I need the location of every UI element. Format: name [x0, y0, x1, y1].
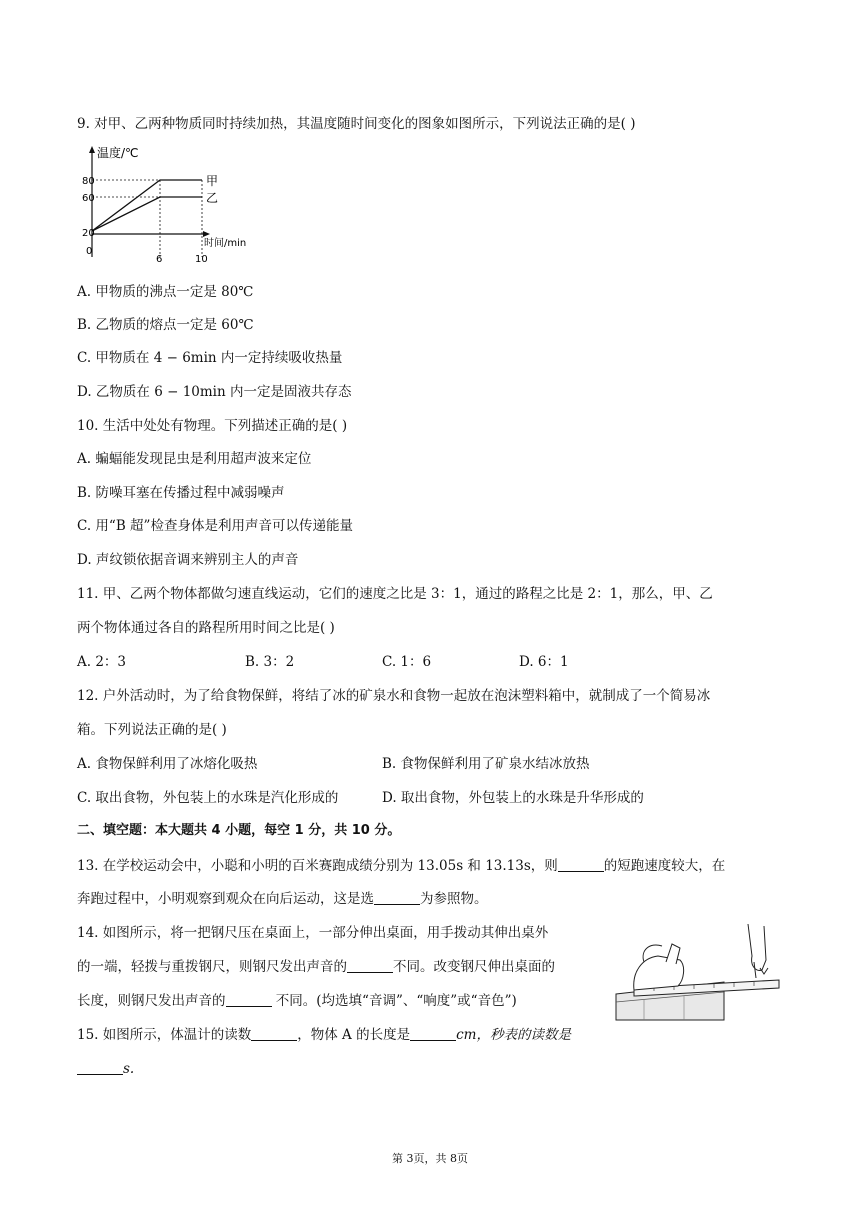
q14-blank-1[interactable]	[347, 958, 393, 973]
y-tick-20: 20	[82, 228, 95, 239]
series-yi-label: 乙	[206, 191, 219, 205]
q11-option-a: A. 2：3	[77, 654, 127, 670]
q15-blank-2[interactable]	[410, 1026, 456, 1041]
page-footer: 第 3页，共 8页	[392, 1152, 468, 1165]
y-tick-60: 60	[82, 193, 95, 204]
ruler-on-desk-figure	[614, 922, 784, 1022]
q9-option-c: C. 甲物质在 4 − 6min 内一定持续吸收热量	[77, 350, 343, 366]
q13-blank-1[interactable]	[558, 857, 604, 872]
q12-option-a: A. 食物保鲜利用了冰熔化吸热	[77, 756, 258, 772]
q12-option-d: D. 取出食物，外包装上的水珠是升华形成的	[382, 790, 644, 806]
q10-option-d: D. 声纹锁依据音调来辨别主人的声音	[77, 552, 299, 568]
q14-blank-2[interactable]	[226, 992, 272, 1007]
q10-option-a: A. 蝙蝠能发现昆虫是利用超声波来定位	[77, 451, 312, 467]
x-axis-label: 时间/min	[204, 238, 247, 249]
q11-stem-line1: 11. 甲、乙两个物体都做匀速直线运动，它们的速度之比是 3：1，通过的路程之比是 2：1，那么，甲、乙	[77, 586, 713, 602]
series-jia-label: 甲	[206, 174, 219, 188]
q14-line2: 的一端，轻拨与重拨钢尺，则钢尺发出声音的 不同。改变钢尺伸出桌面的	[77, 959, 555, 975]
q11-option-b: B. 3：2	[245, 654, 295, 670]
q13-line1: 13. 在学校运动会中，小聪和小明的百米赛跑成绩分别为 13.05s 和 13.13s，则 的短跑速度较大，在	[77, 858, 726, 874]
q15-blank-3[interactable]	[77, 1060, 123, 1075]
x-tick-10: 10	[195, 254, 208, 264]
q11-option-c: C. 1：6	[382, 654, 432, 670]
y-tick-80: 80	[82, 176, 95, 187]
q10-option-c: C. 用“B 超”检查身体是利用声音可以传递能量	[77, 518, 353, 534]
q11-stem-line2: 两个物体通过各自的路程所用时间之比是( )	[77, 620, 335, 636]
q13-line2: 奔跑过程中，小明观察到观众在向后运动，这是选 为参照物。	[77, 891, 488, 907]
q14-line3: 长度，则钢尺发出声音的 不同。(均选填“音调”、“响度”或“音色”)	[77, 993, 517, 1009]
q9-temperature-graph	[80, 144, 280, 264]
q15-line1: 15. 如图所示，体温计的读数 ，物体 A 的长度是 cm，秒表的读数是	[77, 1027, 571, 1043]
q9-stem: 9. 对甲、乙两种物质同时持续加热，其温度随时间变化的图象如图所示，下列说法正确的是( )	[77, 116, 636, 132]
q14-line1: 14. 如图所示，将一把钢尺压在桌面上，一部分伸出桌面，用手拨动其伸出桌外	[77, 925, 549, 941]
x-tick-6: 6	[156, 254, 163, 264]
q10-stem: 10. 生活中处处有物理。下列描述正确的是( )	[77, 418, 348, 434]
q13-blank-2[interactable]	[374, 890, 420, 905]
q9-option-b: B. 乙物质的熔点一定是 60℃	[77, 317, 254, 333]
q9-option-d: D. 乙物质在 6 − 10min 内一定是固液共存态	[77, 384, 352, 400]
section-2-heading: 二、填空题：本大题共 4 小题，每空 1 分，共 10 分。	[77, 823, 401, 838]
q9-option-a: A. 甲物质的沸点一定是 80℃	[77, 284, 254, 300]
q12-option-c: C. 取出食物，外包装上的水珠是汽化形成的	[77, 790, 339, 806]
q12-stem-line2: 箱。下列说法正确的是( )	[77, 722, 227, 738]
q15-blank-1[interactable]	[251, 1026, 297, 1041]
q11-option-d: D. 6：1	[519, 654, 569, 670]
q15-line2: s.	[77, 1059, 134, 1079]
y-axis-label: 温度/℃	[97, 146, 139, 160]
q12-option-b: B. 食物保鲜利用了矿泉水结冰放热	[382, 756, 590, 772]
q10-option-b: B. 防噪耳塞在传播过程中减弱噪声	[77, 485, 285, 501]
y-tick-0: 0	[86, 246, 93, 257]
q12-stem-line1: 12. 户外活动时，为了给食物保鲜，将结了冰的矿泉水和食物一起放在泡沫塑料箱中，就制成了一个简易冰	[77, 688, 711, 704]
